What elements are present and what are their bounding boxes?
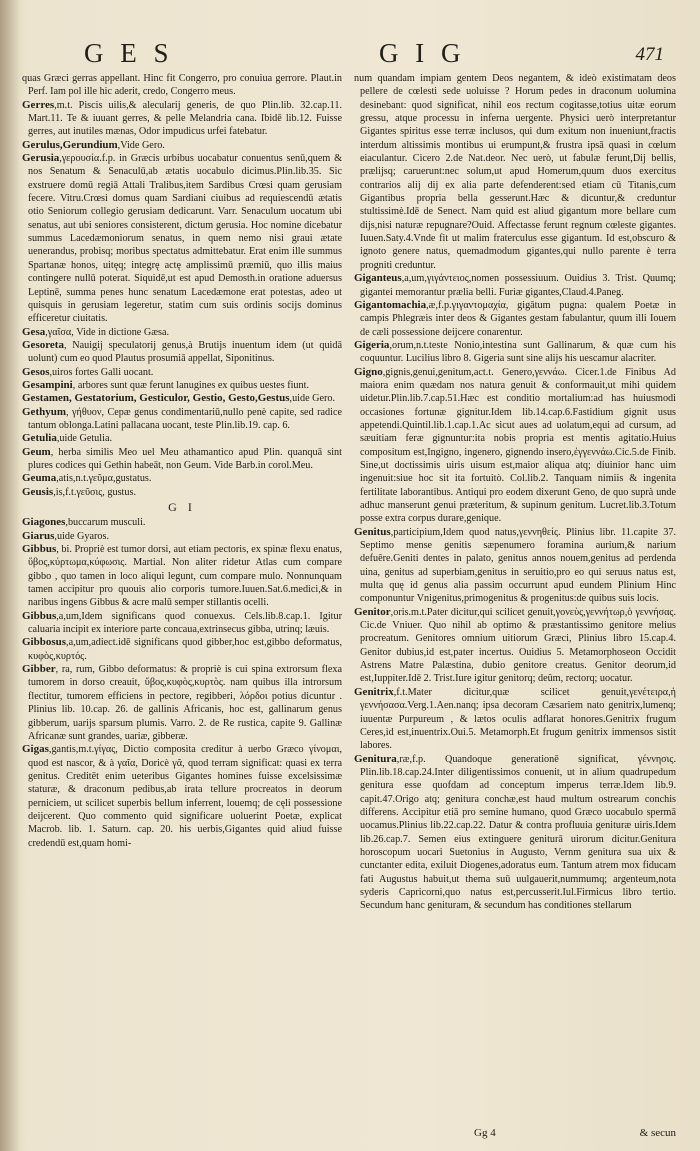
dictionary-entry (354, 272, 676, 299)
entry-headword: Gesampini (22, 378, 73, 391)
dictionary-entry (22, 406, 342, 433)
entry-text: , Nauigij speculatorij genus,à Brutijs inuentum idem (ut quidā uolunt) cum eo quod Plautus prosumiā appellat, Siponitinus. (28, 339, 342, 365)
entry-headword: Geuma (22, 472, 57, 485)
dictionary-entry (22, 99, 342, 139)
dictionary-entry (22, 516, 342, 529)
entry-text: ,æ,f.p.γιγαντομαχία, gigātum pugna: qualem Poetæ in campis Phlegræis inter deos & Gigantes gestam fabulantur, quum illi Iouem de cæli possessione deijcere conarentur. (360, 299, 676, 338)
guide-word-left: G E S (84, 38, 174, 68)
dictionary-entry (354, 753, 676, 913)
entry-headword: Gigantomachia (354, 298, 427, 311)
entry-text: ,participium,Idem quod natus,γεννηθείς. Plinius libr. 11.capite 37. Septimo mense genitis sæpenumero foramina aurium,& narium defuêre.Geniti dentes in palato, genitus annos nouem,genitus ad perdenda uina, genitus ad superbiam,genitus in seruitio,pro eo qui seruus natus est, multa quę id genus alia passim occurrunt apud eundem Plinium Hinc componuntur Vnigenitus,primogenitus & progenitus:de quibus suis locis. (360, 526, 676, 605)
dictionary-entry (22, 636, 342, 663)
dictionary-entry (354, 339, 676, 366)
entry-text: , ra, rum, Gibbo deformatus: & propriè is cui spina extrorsum flexa tumorem in dorso creauit, ὕβος,κυφὸς,κυρτὸς. nam quibus illa introrsum flectitur, tumorem efficiens in pectore, regibberi, λόρδοι potius dicuntur . Plinius lib. 10.cap. 26. de gallinis Africanis, hoc est, gallinarum genus gibberum, uarijs sparsum plumis. Varro. 2. de Re rustica, capite 9. Gallinæ Africanæ sunt grandes, uariæ, gibberæ. (28, 664, 342, 742)
dictionary-entry (22, 139, 342, 152)
dictionary-entry (22, 530, 342, 543)
entry-headword: Gigas (22, 743, 49, 756)
entry-headword: Gerres (22, 98, 55, 111)
entry-text: , arbores sunt quæ ferunt lanugines ex quibus uestes fiunt. (72, 379, 309, 391)
dictionary-entry (22, 663, 342, 743)
entry-text: ,uide Getulia. (56, 433, 113, 445)
entry-text: ,a,um,γιγάντειος,nomen possessiuum. Ouidius 3. Trist. Quumq; gigantei memorantur prælia belli. Furiæ gigantes,Claud.4.Paneg. (360, 273, 676, 298)
dictionary-entry (22, 152, 342, 325)
dictionary-entry (22, 472, 342, 485)
entry-headword: Genitura (354, 752, 397, 765)
entry-text: num quandam impiam gentem Deos negantem, & ideò existimatam deos pellere de cœlesti sede uoluisse ? Horum pedes in draconum uolumina desinebant: quod significat, nihil eos rectum cogitasse,totius uitæ eorum gressu, atque processu in inferna uergente. Physici uerò interpretantur Gigantes spiritus esse terræ inclusos, qui dum exitum non inueniunt,fractis interdum altissimis montibus ui erumpunt,& frustra ipsā quasi in cœlum eiaculantur. Cicero 2.de Nat.deor. Nec uerò, ut fabulæ ferunt,Dij bellis, prælijsq; caruerunt:nec solum,ut apud Homerum,quum duos exercitus contrarios alij dij ex alia parte defenderent:sed etiam cū Titanis,cum Gigantibus propria bella gesserunt.Hæc & dicuntur,& creduntur stultissimè.Idē de Senect. Nam quid est aliud gigantum more bellare cum dijs,nisi naturæ repugnare?Ouid. Affectasse ferunt regnum cœleste gigantes. Iuuen.Saty.4.Vnde fit ut malim fraterculus esse gigantum. Id est,obscuro & ignoto genere natus, quemadmodum gigantes,qui nullo parente è terra progniti creduntur. (354, 73, 676, 271)
dictionary-entry (354, 606, 676, 686)
entry-text: ,γαῖσα, Vide in dictione Gæsa. (45, 326, 170, 338)
guide-word-right: G I G (379, 38, 466, 68)
entry-text: ,atis,n.t.γεῦμα,gustatus. (56, 473, 152, 485)
catchword: & secun (639, 1127, 676, 1139)
dictionary-entry (354, 526, 676, 606)
entry-headword: Gestamen, Gestatorium, Gesticulor, Gestio, Gesto,Gestus (22, 392, 290, 405)
entry-headword: Gibbus (22, 543, 57, 556)
entry-text: ,m.t. Piscis uilis,& alecularij generis, de quo Plin.lib. 32.cap.11. Mart.11. Te & iuuant gerres, & pelle Melandria cana. Ibidē lib.12. Fuisse gerres, aut inutiles mænas, Odor impudicus urfei fatebatur. (28, 99, 342, 138)
entry-text: ,a,um,Idem significans quod conuexus. Cels.lib.8.cap.1. Igitur caluaria incipit ex interiore parte concaua,extrinsecus gibba, utrinq; læuis. (28, 610, 342, 636)
letter-section-heading (22, 501, 342, 514)
dictionary-entry (22, 339, 342, 366)
dictionary-entry (354, 299, 676, 339)
dictionary-entry (22, 72, 342, 99)
entry-headword: Gethyum (22, 405, 66, 418)
dictionary-entry (22, 392, 342, 405)
entry-headword: Gigno (354, 365, 383, 378)
dictionary-entry (354, 686, 676, 753)
entry-headword: Gibbosus (22, 636, 67, 649)
entry-headword: Giarus (22, 529, 55, 542)
entry-text: ,Vide Gero. (117, 139, 165, 151)
dictionary-entry (22, 326, 342, 339)
right-column (354, 72, 676, 913)
entry-text: ,uide Gyaros. (54, 530, 110, 542)
dictionary-entry (354, 366, 676, 526)
left-column (22, 72, 342, 850)
entry-text: , bi. Propriè est tumor dorsi, aut etiam pectoris, ex spinæ flexu enatus, ὕβος,κύρτωμα,κύφωσις. Martial. Non aliter ridetur Atlas cum compare gibbo , quo tamen in loco aliqui legunt, cum compare mulo. Nonnunquam tamen accipitur pro quouis alio corporis tumore.Iuuen.Sat.6.medici,& in naribus ingens Gibbus & acre malū semper stillantis ocelli. (28, 544, 342, 609)
entry-headword: Genitus (354, 525, 391, 538)
entry-headword: Gibbus (22, 609, 57, 622)
entry-headword: Giganteus (354, 272, 402, 285)
signature-mark: Gg 4 (474, 1127, 496, 1139)
dictionary-entry (22, 379, 342, 392)
entry-headword: Gesa (22, 325, 46, 338)
entry-text: ,ræ,f.p. Quandoque generationē significat, γέννησις. Plin.lib.18.cap.24.Inter diligentissimos conuenit, ut in alium quadrupedum genitura esse quofdam ad conceptum imperus terræ.Idem lib.9. capit.47.Origo atq; genitura conchæ,est haud multum ostrearum conchis differens. Accipitur etiā pro semine humano, quod Græco uocabulo spermā uocamus.Plinius lib.22.cap.22. Datur & contra profluuia genituræ uiris.Idem lib.26.cap.7. Semen eius extinguere geniturā uirorum dicitur.Genitura horoscopum uocari Suetonius in Augusto, Vernm genitura sua uix & cunctanter edita, exiluit Diogenes,adoratus eum. Tantum atrem mox fiducam fati Augustus habuit,ut thema suū uulgauerit,nummumq; argenteum,nota syderis Capricorni,quo natus est,percusserit.Iul.Firmicus libro tertio. Secundum hanc genituram, & secundum has conditiones stellarum (360, 753, 676, 912)
entry-text: ,uiros fortes Galli uocant. (49, 366, 154, 378)
dictionary-entry (22, 610, 342, 637)
entry-text: ,f.t.Mater dicitur,quæ scilicet genuit,γενέτειρα,ἡ γεννήσασα.Verg.1.Aen.nanq; ipsa decoram Cæsariem nato genitrix,lumenq; iuuentæ Purpureum , & lætos oculis adflarat honores.Genitrix frugum Ceres,id est,inuentrix.Oui.5. Metamorph.Et frugum genitrix immensos sistit labores. (360, 686, 676, 752)
entry-headword: Genitrix (354, 685, 394, 698)
entry-headword: Gibber (22, 663, 56, 676)
entry-text: ,oris.m.t.Pater dicitur,qui scilicet genuit,γονεὺς,γεννήτωρ,ὁ γεννήσας. Cic.de Vniuer. Quo nihil ab optimo & præstantissimo genitore melius procreatum. Genitores omnium uitiorum Græci, Plinius libro 15.cap.4. Genitor dubius,id est,pater incertus. Ouidius 5. Metamorphoseon Occidit Astrens Matre Palæstina, dubio genitore creatus. Genitor deorum,id est,Iuppiter.Idē 2. Trist.Iure igitur genitorq; deûm, rectorq; uocatur. (360, 606, 676, 685)
dictionary-entry (22, 432, 342, 445)
dictionary-entry (22, 543, 342, 610)
entry-headword: Gerusia (22, 152, 60, 165)
entry-headword: Getulia (22, 432, 57, 445)
entry-text: ,uide Gero. (289, 393, 336, 405)
dictionary-entry (22, 486, 342, 499)
dictionary-entry (22, 446, 342, 473)
entry-text: ,gantis,m.t.γίγας, Dictio composita creditur à uerbo Græco γίνομαι, quod est nascor, & à γαῖα, Doricè γᾶ, quod terram significat: quasi ex terra genitus. Creditēt enim ueteribus Gigantes homines fuisse excelsissimæ staturæ, & draconum pedibus,ab irata tellure procreatos in deorum perniciem, ut scilicet superbis bellum inferrent, louemq; de cęli possessione deijcerent. Quo commento quid significare uoluerint Poetæ, explicat Macrob. lib. 1. Saturn. cap. 20. his uerbis,Gigantes quid aliud fuisse credendū est,quam homi- (28, 744, 342, 849)
entry-text: quas Græci gerras appellant. Hinc fit Congerro, pro conuiua gerrore. Plaut.in Perf. Iam pol ille hic aderit, credo, Congerro meus. (22, 73, 342, 98)
entry-text: G I (168, 500, 196, 514)
entry-headword: Genitor (354, 605, 391, 618)
entry-headword: Gigeria (354, 338, 390, 351)
binding-gutter (0, 0, 20, 1151)
entry-text: ,γερουσία.f.p. in Græcis urbibus uocabatur conuentus senū,quem & nos Senatum & Senaculū,ab ætatis uocabulo dicimus.Plin.lib.35. Sic exstruere domū regiā Attali Tralibus,item Sardibus Crœsi quam gerusiam fecere. Vitru.Crœsi domus quam Sardiani ciuibus ad requiescendū ætatis otio Seniorum collegio gerusiam dedicarunt. Varr. Senaculum uocatum ubi senatus, aut ubi seniores consisterent, dictum gerusia. Hoc nomine dicebatur summus Lacedæmoniorum senatus, in quem nemo nisi graui ætate uenerandus, probisq; moribus spectatus admittebatur. Erat enim ille summus Spartanæ honos, uitęq; integrę actę amplissimū præmiū, quo illis maius contingere nullū poterat. Siquidē,ut est apud Demosth.in oratione aduersus Leptinē, summa penes hunc senatum Lacedæmone erat potestas, adeo ut quisquis in gerusiam legeretur, statim cum suis ordinis socijs dominus efficeretur ciuitatis. (28, 153, 342, 325)
entry-text: ,buccarum musculi. (65, 517, 146, 529)
page-footer (354, 1127, 676, 1143)
entry-text: , γήθυον, Cepæ genus condimentariū,nullo penè capite, sed radice tantum oblonga.Latini pallacana uocant, teste Plin.lib.19. cap. 6. (28, 406, 342, 431)
page-number: 471 (635, 44, 664, 65)
entry-headword: Giagones (22, 516, 66, 529)
entry-headword: Gerulus,Gerundium (22, 138, 118, 151)
dictionary-entry (354, 72, 676, 272)
entry-headword: Gesos (22, 365, 50, 378)
dictionary-entry (22, 366, 342, 379)
entry-text: ,is,f.t.γεῦσις, gustus. (53, 486, 136, 498)
entry-headword: Geusis (22, 485, 54, 498)
dictionary-entry (22, 743, 342, 850)
entry-text: ,orum,n.t.teste Nonio,intestina sunt Gallinarum, & quæ cum his coquuntur. Lucilius libro 8. Gigeria sunt sine alijs his uescamur alacriter. (360, 339, 676, 365)
running-header (84, 38, 664, 72)
entry-text: ,gignis,genui,genitum,act.t. Genero,γεννάω. Cicer.1.de Finibus Ad maiora enim quædam nos natura genuit & conformauit,ut mihi quidem uidetur.Plin.lib.7.cap.51.Hæc est conditio mortalium:ad has huiusmodi occasiones fortunæ gignitur.Idem lib.14.cap.6.Fastidium gignit usus appetendi.Quintil.lib.1.cap.1.Ac sicut aues ad uolatum,equi ad cursum, ad sæuitiam feræ gignuntur:ita nobis propria est mentis agitatio.Huius compositum est,Ingigno, ingenero, gignendo insero,ἐγγεννάω.Cic.5.de Finib. Sine,ut doctissimis uiris uisum est,maior aliqua atq; diuinior hanc uim ingenuit:siue hoc sit ita fortuitò. Col.lib.2. Tanquam nimiis & ingenita fertilitate laborantibus. Antiqui pro eodem dixerunt Geno, de quo suprà unde adhuc manserunt genui præteritum, & supinum genitum. Lucret.lib.3.Totum posse extra corpus durare,genique. (360, 366, 676, 525)
entry-text: , herba similis Meo uel Meu athamantico apud Plin. quanquā sint plures codices qui Gethin habeāt, non Geum. Vide Barb.in corol.Meu. (28, 446, 342, 471)
entry-headword: Geum (22, 445, 51, 458)
entry-headword: Gesoreta (22, 338, 64, 351)
entry-text: ,a,um,adiect.idē significans quod gibber,hoc est,gibbo deformatus, κυφὸς,κυρτός. (28, 637, 342, 662)
